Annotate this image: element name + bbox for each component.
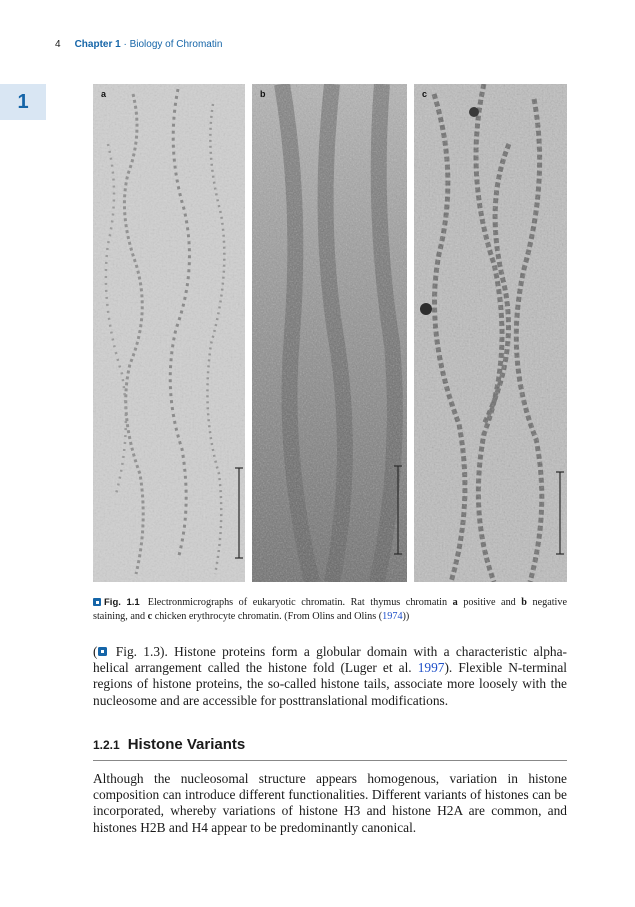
- caption-bold-b: b: [521, 597, 527, 608]
- micrograph-c-image: [414, 84, 567, 582]
- caption-text-5: )): [402, 611, 410, 622]
- caption-bold-a: a: [452, 597, 458, 608]
- paragraph-1: [93, 644, 567, 709]
- section-title: Histone Variants: [127, 736, 246, 753]
- micrograph-panel-b: [252, 84, 407, 582]
- section-heading: [93, 736, 567, 761]
- paragraph-1-open: (: [93, 644, 98, 659]
- caption-text-2: positive and: [457, 597, 522, 608]
- figure-1-1: [93, 84, 567, 582]
- page-number: 4: [55, 39, 61, 50]
- figure-marker-icon: [93, 598, 101, 606]
- caption-citation-link[interactable]: 1974: [382, 611, 403, 622]
- figure-ref-icon: [98, 647, 107, 656]
- micrograph-b-image: [252, 84, 407, 582]
- micrograph-panel-c: [414, 84, 567, 582]
- caption-bold-c: c: [147, 611, 153, 622]
- panel-label-a: a: [101, 89, 107, 99]
- section-number: 1.2.1: [93, 738, 120, 752]
- caption-text-4: chicken erythrocyte chromatin. (From Olins and Olins (: [152, 611, 383, 622]
- caption-text-3: negative staining, and: [93, 597, 568, 622]
- paragraph-1-text-1: ). Histone proteins form a globular domain with a characteristic alpha-helical arrangement called the histone fold (Luger et al.: [93, 644, 567, 676]
- running-head-separator: ·: [120, 39, 130, 50]
- caption-text-1: Electronmicrographs of eukaryotic chromatin. Rat thymus chromatin: [147, 597, 453, 608]
- chapter-tab[interactable]: 1: [0, 84, 46, 120]
- citation-link-1997[interactable]: 1997: [417, 660, 445, 676]
- figure-label: Fig. 1.1: [104, 597, 140, 608]
- figure-caption: [93, 596, 567, 624]
- running-head: [55, 39, 222, 50]
- panel-label-b: b: [260, 89, 266, 99]
- paragraph-2: Although the nucleosomal structure appears homogenous, variation in histone composition can introduce different functionalities. Different variants of histones can be incorporated, whereby variations of histone H3 and histone H2A are common, and histones H2B and H4 appear to be predominantly canonical.: [93, 771, 567, 835]
- paragraph-1-text-2: ). Flexible N-terminal regions of histone proteins, the so-called histone tails, associate more loosely with the nucleosome and are accessible for posttranslational modifications.: [93, 660, 567, 708]
- figure-ref-link[interactable]: Fig. 1.3: [109, 644, 161, 659]
- chapter-label: Chapter 1: [74, 39, 121, 50]
- scale-bar-a: [93, 84, 245, 582]
- panel-label-c: c: [422, 89, 428, 99]
- chapter-subtitle: Biology of Chromatin: [129, 39, 223, 50]
